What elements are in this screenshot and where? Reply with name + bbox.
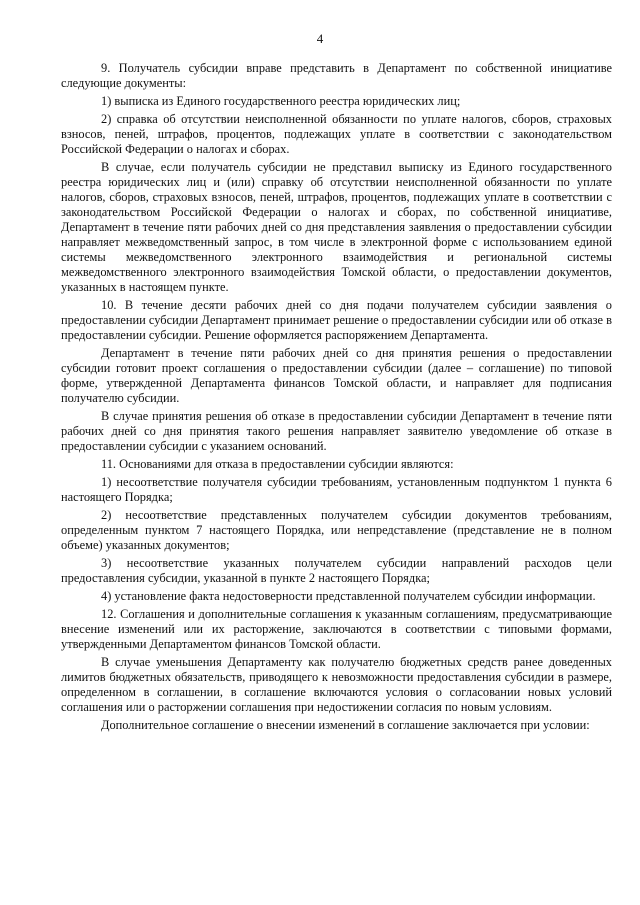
paragraph-11-item-3: 3) несоответствие указанных получателем субсидии направлений расходов цели предоставления субсидии, указанной в пункте 2 настоящего Порядка;: [61, 556, 612, 585]
paragraph-10-agreement-draft: Департамент в течение пяти рабочих дней со дня принятия решения о предоставлении субсидии готовит проект соглашения о предоставлении субсидии (далее – соглашение) по типовой форме, утвержденной Департамента финансов Томской области, и направляет для подписания получателю субсидии.: [61, 346, 612, 405]
document-body: [61, 61, 612, 736]
paragraph-11-item-1: 1) несоответствие получателя субсидии требованиям, установленным подпунктом 1 пункта 6 настоящего Порядка;: [61, 475, 612, 504]
paragraph-10: 10. В течение десяти рабочих дней со дня подачи получателем субсидии заявления о предоставлении субсидии Департамент принимает решение о предоставлении субсидии или об отказе в предоставлении субсидии. Решение оформляется распоряжением Департамента.: [61, 298, 612, 342]
paragraph-12-budget-reduction: В случае уменьшения Департаменту как получателю бюджетных средств ранее доведенных лимитов бюджетных обязательств, приводящего к невозможности предоставления субсидии в размере, определенном в соглашении, в соглашение включаются условия о согласовании новых условий соглашения или о расторжении соглашения при недостижении согласия по новым условиям.: [61, 655, 612, 714]
page-number: 4: [316, 31, 324, 46]
paragraph-12-additional-agreement: Дополнительное соглашение о внесении изменений в соглашение заключается при условии:: [101, 718, 590, 732]
paragraph-11-item-4: 4) установление факта недостоверности представленной получателем субсидии информации.: [101, 589, 596, 603]
paragraph-11-item-2: 2) несоответствие представленных получателем субсидии документов требованиям, определенным пунктом 7 настоящего Порядка, или непредставление (представление не в полном объеме) указанных документов;: [61, 508, 612, 552]
paragraph-9-item-1: 1) выписка из Единого государственного реестра юридических лиц;: [101, 94, 461, 108]
paragraph-11: 11. Основаниями для отказа в предоставлении субсидии являются:: [101, 457, 454, 471]
paragraph-9-interagency-request: В случае, если получатель субсидии не представил выписку из Единого государственного реестра юридических лиц и (или) справку об отсутствии неисполненной обязанности по уплате налогов, сборов, страховых взносов, пеней, штрафов, процентов, подлежащих уплате в соответствии с законодательством Российской Федерации о налогах и сборах, по собственной инициативе, Департамент в течение пяти рабочих дней со дня представления заявления о предоставлении субсидии направляет межведомственный запрос, в том числе в электронной форме с использованием единой системы межведомственного электронного взаимодействия и региональной системы межведомственного электронного взаимодействия Томской области, о предоставлении документов, указанных в настоящем пункте.: [61, 160, 612, 294]
paragraph-10-refusal-notice: В случае принятия решения об отказе в предоставлении субсидии Департамент в течение пяти рабочих дней со дня принятия такого решения направляет заявителю уведомление об отказе в предоставлении субсидии с указанием оснований.: [61, 409, 612, 453]
paragraph-9: 9. Получатель субсидии вправе представить в Департамент по собственной инициативе следующие документы:: [61, 61, 612, 90]
paragraph-12: 12. Соглашения и дополнительные соглашения к указанным соглашениям, предусматривающие внесение изменений или их расторжение, заключаются в соответствии с типовыми формами, утвержденными Департаментом финансов Томской области.: [61, 607, 612, 651]
paragraph-9-item-2: 2) справка об отсутствии неисполненной обязанности по уплате налогов, сборов, страховых взносов, пеней, штрафов, процентов, подлежащих уплате в соответствии с законодательством Российской Федерации о налогах и сборах.: [61, 112, 612, 156]
